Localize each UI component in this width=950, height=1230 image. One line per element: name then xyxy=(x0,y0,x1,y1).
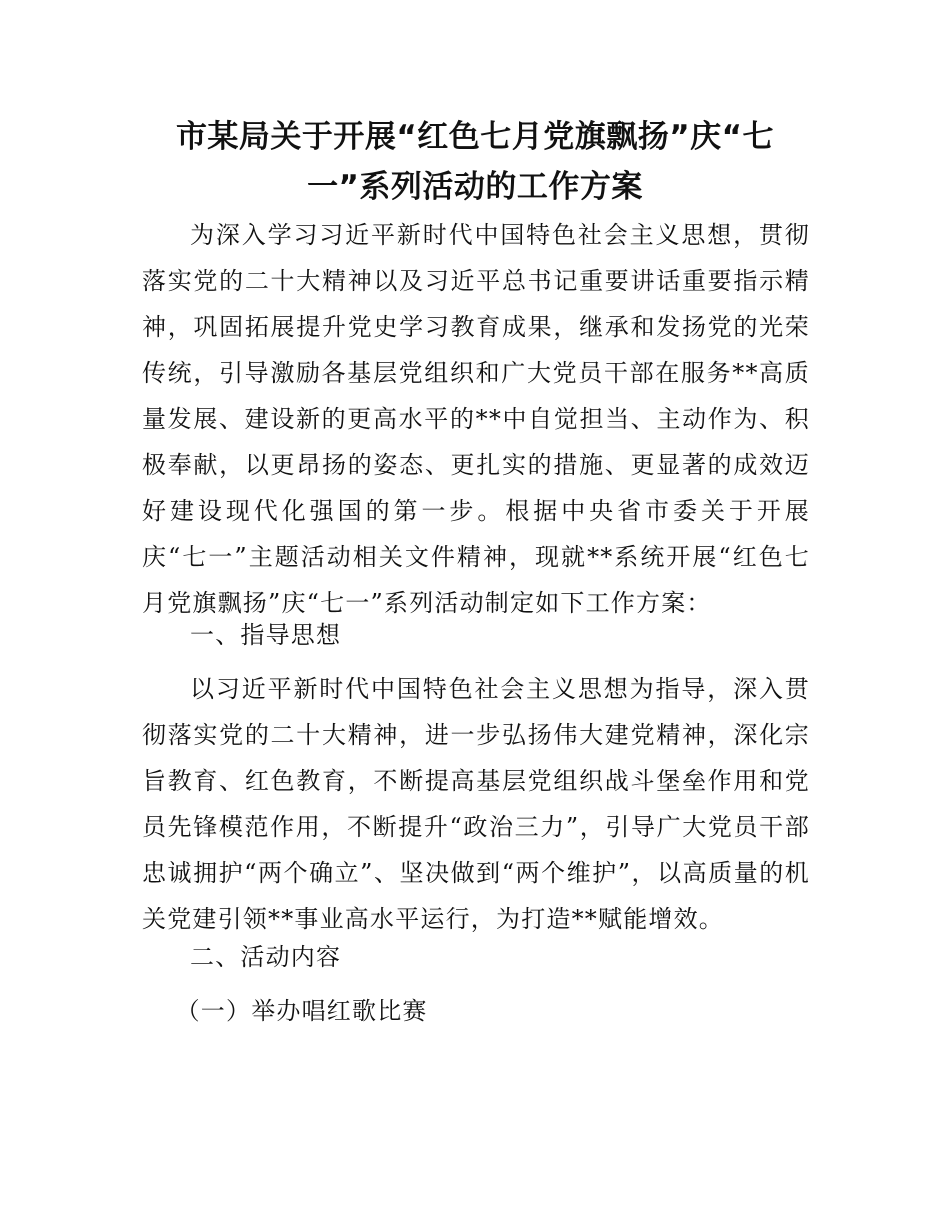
subsection-heading-red-song-contest: （一）举办唱红歌比赛 xyxy=(175,997,428,1025)
section-heading-guiding-ideology: 一、指导思想 xyxy=(190,621,342,649)
section-heading-activity-content: 二、活动内容 xyxy=(190,943,342,971)
guiding-ideology-paragraph: 以习近平新时代中国特色社会主义思想为指导，深入贯彻落实党的二十大精神，进一步弘扬伟大建党精神，深化宗旨教育、红色教育，不断提高基层党组织战斗堡垒作用和党员先锋模范作用，不断提升“政治三力”，引导广大党员干部忠诚拥护“两个确立”、坚决做到“两个维护”，以高质量的机关党建引领**事业高水平运行，为打造**赋能增效。 xyxy=(142,675,810,933)
intro-paragraph: 为深入学习习近平新时代中国特色社会主义思想，贯彻落实党的二十大精神以及习近平总书记重要讲话重要指示精神，巩固拓展提升党史学习教育成果，继承和发扬党的光荣传统，引导激励各基层党组织和广大党员干部在服务**高质量发展、建设新的更高水平的**中自觉担当、主动作为、积极奉献，以更昂扬的姿态、更扎实的措施、更显著的成效迈好建设现代化强国的第一步。根据中央省市委关于开展庆“七一”主题活动相关文件精神，现就**系统开展“红色七月党旗飘扬”庆“七一”系列活动制定如下工作方案： xyxy=(142,221,810,617)
document-title: 市某局关于开展“红色七月党旗飘扬”庆“七一”系列活动的工作方案 xyxy=(175,119,775,205)
